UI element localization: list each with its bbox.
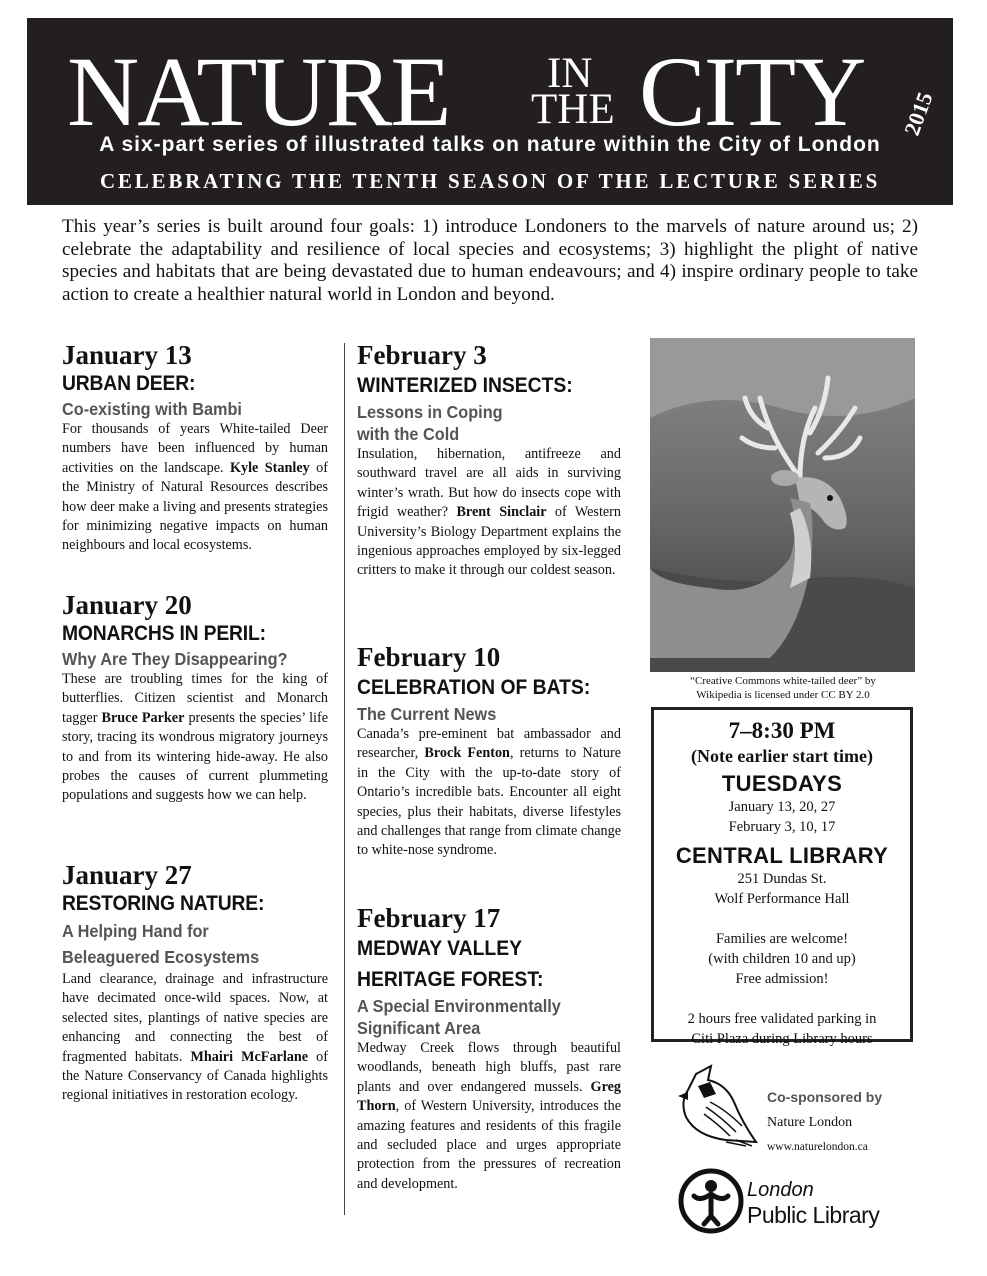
talk-date: February 3 [357,340,487,370]
talk-date: January 13 [62,340,192,370]
talk-date: February 10 [357,642,501,672]
talk-jan-20 [62,590,328,806]
speaker-name: Brock Fenton [424,745,510,762]
event-day: TUESDAYS [721,771,843,796]
speaker-name: Brent Sinclair [456,504,547,521]
talk-description: Canada’s pre-eminent bat ambassador and researcher, Brock Fenton, returns to Nature in the City with the up-to-date story of Ontario’s incredible bats. Encounter all eight species, plus their habitats, diverse lifestyles and challenges that range from climate change to white-nose syndrome. [357,726,621,859]
age-note: (with children 10 and up) [708,951,856,967]
deer-photo [650,338,915,672]
talk-jan-13 [62,340,328,556]
intro-paragraph: This year’s series is built around four goals: 1) introduce Londoners to the marvels of nature around us; 2) celebrate the adaptability and resilience of local species and ecosystems; 3) highlight the plight of native species and habitats that are being devastated due to human endeavours; and 4) inspire ordinary people to take action to create a healthier natural world in London and beyond. [62,216,918,305]
speaker-name: Bruce Parker [101,709,185,726]
sponsor-url[interactable]: www.naturelondon.ca [767,1141,868,1153]
talk-title: RESTORING NATURE: [62,892,265,915]
speaker-name: Greg Thorn [357,1078,621,1115]
title-the: THE [531,86,615,133]
event-dates-jan: January 13, 20, 27 [728,799,836,815]
talk-feb-3 [357,340,621,581]
talk-title: CELEBRATION OF BATS: [357,676,591,699]
schedule-box [651,707,913,1047]
talk-description: Medway Creek flows through beautiful woodlands, beneath high bluffs, past rare plants and over endangered mussels. Greg Thorn, of Western University, introduces the amazing features and residents of this fragile and secluded place and urges appropriate protection from the pressures of recreation and development. [357,1040,621,1192]
venue-name: CENTRAL LIBRARY [675,843,889,868]
talk-description: For thousands of years White-tailed Deer numbers have been influenced by human activities on the landscape. Kyle Stanley of the Ministry of Natural Resources describes how deer make a living and presents strategies for minimizing negative impacts on human neighbours and local ecosystems. [62,421,328,554]
talk-title-line2: HERITAGE FOREST: [357,968,544,991]
talk-feb-10 [357,642,621,861]
talk-subtitle-line1: A Helping Hand for [62,921,209,941]
talk-title: MONARCHS IN PERIL: [62,622,266,645]
speaker-name: Mhairi McFarlane [190,1048,309,1065]
talk-jan-27 [62,860,328,1106]
title-in: IN [547,50,593,97]
venue-address: 251 Dundas St. [737,871,827,887]
title-city: CITY [639,36,865,147]
library-logo-icon [678,1168,744,1234]
talk-subtitle-line2: Significant Area [357,1018,481,1038]
speaker-name: Kyle Stanley [229,459,310,476]
talk-subtitle-line1: A Special Environmentally [357,996,561,1016]
cardinal-logo-icon [676,1062,760,1148]
column-divider [344,343,345,1215]
talk-subtitle-line2: with the Cold [357,424,460,444]
talk-date: January 27 [62,860,192,890]
banner-celebrating: CELEBRATING THE TENTH SEASON OF THE LECTURE SERIES [99,169,881,193]
admission-note: Free admission! [735,971,829,987]
talk-description: Insulation, hibernation, antifreeze and southward travel are all aids in surviving winter’s wrath. But how do insects cope with frigid weather? Brent Sinclair of Western University’s Biology Department explains the ingenious approaches employed by six-legged critters to make it through our coldest season. [357,446,621,579]
event-time: 7–8:30 PM [728,718,836,743]
talk-title: URBAN DEER: [62,372,196,395]
talk-feb-17 [357,903,621,1194]
sponsor-label: Co-sponsored by [767,1089,883,1105]
talk-subtitle: Why Are They Disappearing? [62,649,288,669]
talk-title-line1: MEDWAY VALLEY [357,937,522,960]
sponsor-name: Nature London [767,1115,853,1130]
title-year: 2015 [899,88,938,139]
talk-subtitle: The Current News [357,704,497,724]
venue-hall: Wolf Performance Hall [714,891,850,907]
talk-date: January 20 [62,590,192,620]
deer-illustration-icon [650,338,915,672]
sponsor-block [767,1085,882,1160]
talk-subtitle-line1: Lessons in Coping [357,402,503,422]
families-welcome: Families are welcome! [715,931,849,947]
library-name: London Public Library [747,1179,880,1228]
title-banner [27,18,953,205]
banner-subtitle: A six-part series of illustrated talks on nature within the City of London [99,133,881,156]
talk-date: February 17 [357,903,501,933]
time-note: (Note earlier start time) [690,746,874,766]
parking-line1: 2 hours free validated parking in [687,1011,877,1027]
talk-description: Land clearance, drainage and infrastructure have decimated once-wild spaces. Now, at selected sites, plantings of native species are enhancing and connecting the best of fragmented habitats. Mhairi McFarlane of the Nature Conservancy of Canada highlights regional initiatives in restoration ecology. [62,971,329,1104]
talk-subtitle-line2: Beleaguered Ecosystems [62,947,260,967]
title-nature: NATURE [67,36,450,147]
talk-description: These are troubling times for the king of butterflies. Citizen scientist and Monarch tagger Bruce Parker presents the species’ life story, tracing its wondrous migratory journeys to and from its wintering hide-away. He also probes the causes of current plummeting populations and suggests how we can help. [62,671,328,804]
talk-subtitle: Co-existing with Bambi [62,399,242,419]
photo-caption: “Creative Commons white-tailed deer” by Wikipedia is licensed under CC BY 2.0 [690,675,876,701]
parking-line2: Citi Plaza during Library hours [691,1031,873,1047]
talk-title: WINTERIZED INSECTS: [357,374,573,397]
event-dates-feb: February 3, 10, 17 [728,819,836,835]
